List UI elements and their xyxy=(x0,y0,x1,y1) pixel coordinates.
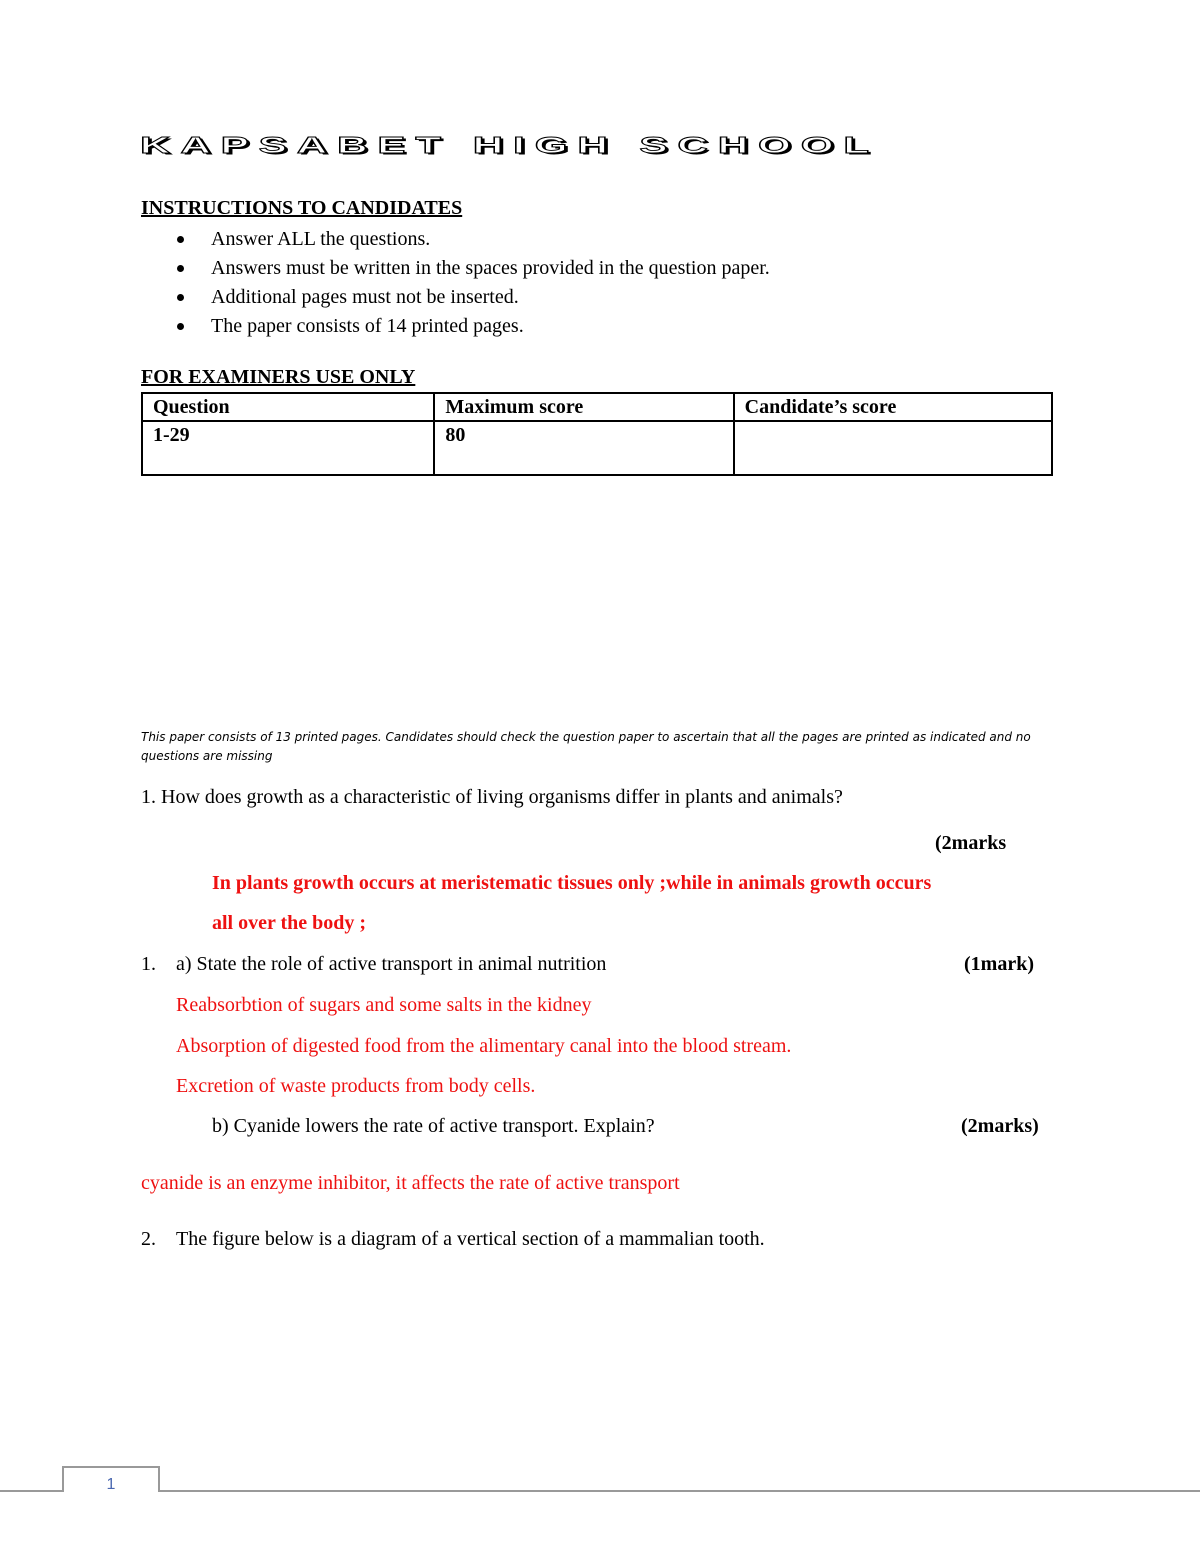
question-1-text: 1. How does growth as a characteristic of living organisms differ in plants and animals? xyxy=(141,786,843,808)
question-3-text: The figure below is a diagram of a vertical section of a mammalian tooth. xyxy=(176,1228,765,1250)
question-2b-marks: (2marks) xyxy=(961,1115,1039,1137)
examiners-table xyxy=(141,392,1053,476)
page-number: 1 xyxy=(106,1476,116,1493)
instructions-list xyxy=(141,225,770,341)
question-2a-marks: (1mark) xyxy=(964,953,1034,975)
column-header-candidate-score: Candidate’s score xyxy=(734,393,1052,421)
answer-2b: cyanide is an enzyme inhibitor, it affects the rate of active transport xyxy=(141,1172,680,1194)
instruction-item: Additional pages must not be inserted. xyxy=(141,283,770,312)
instructions-heading: INSTRUCTIONS TO CANDIDATES xyxy=(141,197,463,219)
instruction-item: Answer ALL the questions. xyxy=(141,225,770,254)
column-header-maximum-score: Maximum score xyxy=(434,393,733,421)
instruction-item: Answers must be written in the spaces provided in the question paper. xyxy=(141,254,770,283)
cell-maximum-score: 80 xyxy=(434,421,733,475)
question-3-number: 2. xyxy=(141,1228,156,1250)
answer-2a-item: Absorption of digested food from the alimentary canal into the blood stream. xyxy=(176,1035,792,1057)
paper-note: This paper consists of 13 printed pages. Candidates should check the question paper to ascertain that all the pages are printed as indicated and no questions are missing xyxy=(141,730,1031,763)
instruction-item: The paper consists of 14 printed pages. xyxy=(141,312,770,341)
table-row xyxy=(142,421,1052,475)
cell-question-range: 1-29 xyxy=(142,421,434,475)
cell-candidate-score[interactable] xyxy=(734,421,1052,475)
question-1-answer-line2: all over the body ; xyxy=(212,912,367,934)
examiners-heading: FOR EXAMINERS USE ONLY xyxy=(141,366,416,388)
question-2a-text: a) State the role of active transport in animal nutrition xyxy=(176,953,607,975)
answer-2a-item: Reabsorbtion of sugars and some salts in the kidney xyxy=(176,994,592,1016)
footer-rule xyxy=(0,1490,1200,1492)
question-2-number: 1. xyxy=(141,953,156,975)
question-1-marks: (2marks xyxy=(935,832,1007,854)
table-header-row xyxy=(142,393,1052,421)
answer-2a-item: Excretion of waste products from body cells. xyxy=(176,1075,536,1097)
column-header-question: Question xyxy=(142,393,434,421)
school-name: KAPSABET HIGH SCHOOL xyxy=(140,132,880,158)
question-2b-text: b) Cyanide lowers the rate of active transport. Explain? xyxy=(212,1115,655,1137)
question-1-answer-line1: In plants growth occurs at meristematic tissues only ;while in animals growth occurs xyxy=(212,872,932,894)
